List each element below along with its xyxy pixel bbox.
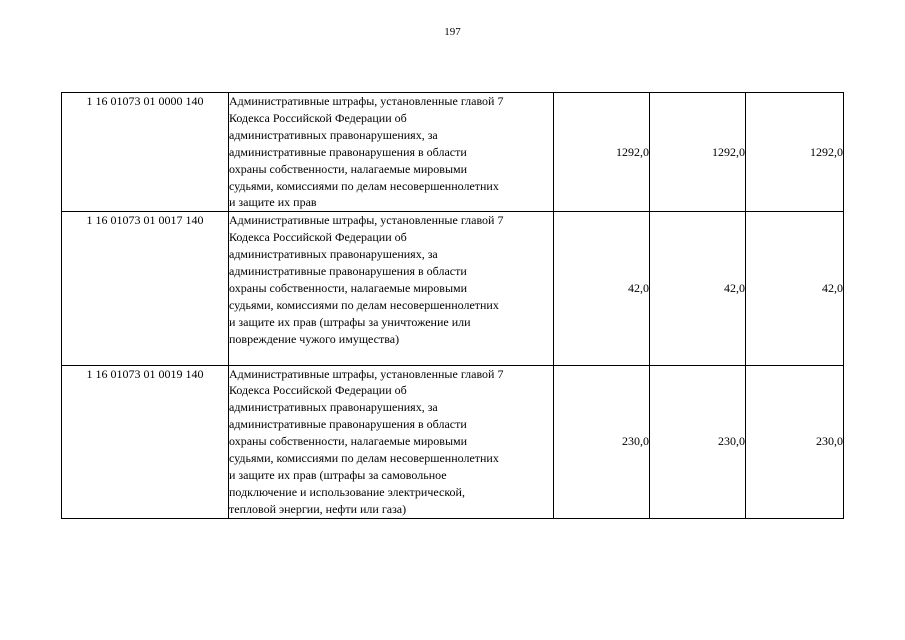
name-line: Кодекса Российской Федерации об [229, 110, 407, 125]
budget-code-cell: 1 16 01073 01 0000 140 [62, 93, 229, 212]
name-line: административных правонарушениях, за [229, 400, 438, 415]
name-line: административные правонарушения в области [229, 417, 467, 432]
name-line: и защите их прав [229, 195, 317, 210]
name-line: Кодекса Российской Федерации об [229, 383, 407, 398]
name-line: административные правонарушения в области [229, 144, 467, 159]
amount-cell-year-1: 1292,0 [554, 93, 650, 212]
revenue-name-cell [229, 212, 554, 365]
name-line: административные правонарушения в области [229, 264, 467, 279]
name-line: охраны собственности, налагаемые мировыми [229, 280, 468, 295]
amount-cell-year-3: 230,0 [746, 365, 844, 518]
name-line: тепловой энергии, нефти или газа) [229, 501, 407, 516]
amount-cell-year-2: 1292,0 [650, 93, 746, 212]
revenue-name-cell [229, 93, 554, 212]
name-line: судьями, комиссиями по делам несовершеннолетних [229, 297, 499, 312]
amount-cell-year-3: 1292,0 [746, 93, 844, 212]
amount-cell-year-1: 42,0 [554, 212, 650, 365]
name-line: Административные штрафы, установленные главой 7 [229, 366, 504, 381]
name-line: охраны собственности, налагаемые мировыми [229, 161, 468, 176]
budget-code-cell: 1 16 01073 01 0017 140 [62, 212, 229, 365]
name-line [229, 348, 553, 365]
table-row [62, 212, 844, 365]
amount-cell-year-2: 230,0 [650, 365, 746, 518]
table-row [62, 93, 844, 212]
name-line: Административные штрафы, установленные главой 7 [229, 213, 504, 228]
page-number: 197 [444, 26, 461, 38]
name-line: и защите их прав (штрафы за самовольное [229, 467, 447, 482]
name-line: повреждение чужого имущества) [229, 331, 400, 346]
amount-cell-year-2: 42,0 [650, 212, 746, 365]
name-line: охраны собственности, налагаемые мировыми [229, 434, 468, 449]
revenue-name-cell [229, 365, 554, 518]
table-row [62, 365, 844, 518]
budget-revenue-table [61, 92, 844, 519]
name-line: и защите их прав (штрафы за уничтожение или [229, 314, 471, 329]
name-line: Административные штрафы, установленные главой 7 [229, 94, 504, 108]
name-line: административных правонарушениях, за [229, 127, 438, 142]
name-line: судьями, комиссиями по делам несовершеннолетних [229, 178, 499, 193]
name-line: Кодекса Российской Федерации об [229, 230, 407, 245]
budget-code-cell: 1 16 01073 01 0019 140 [62, 365, 229, 518]
name-line: подключение и использование электрической, [229, 484, 465, 499]
name-line: административных правонарушениях, за [229, 247, 438, 262]
amount-cell-year-1: 230,0 [554, 365, 650, 518]
amount-cell-year-3: 42,0 [746, 212, 844, 365]
name-line: судьями, комиссиями по делам несовершеннолетних [229, 451, 499, 466]
